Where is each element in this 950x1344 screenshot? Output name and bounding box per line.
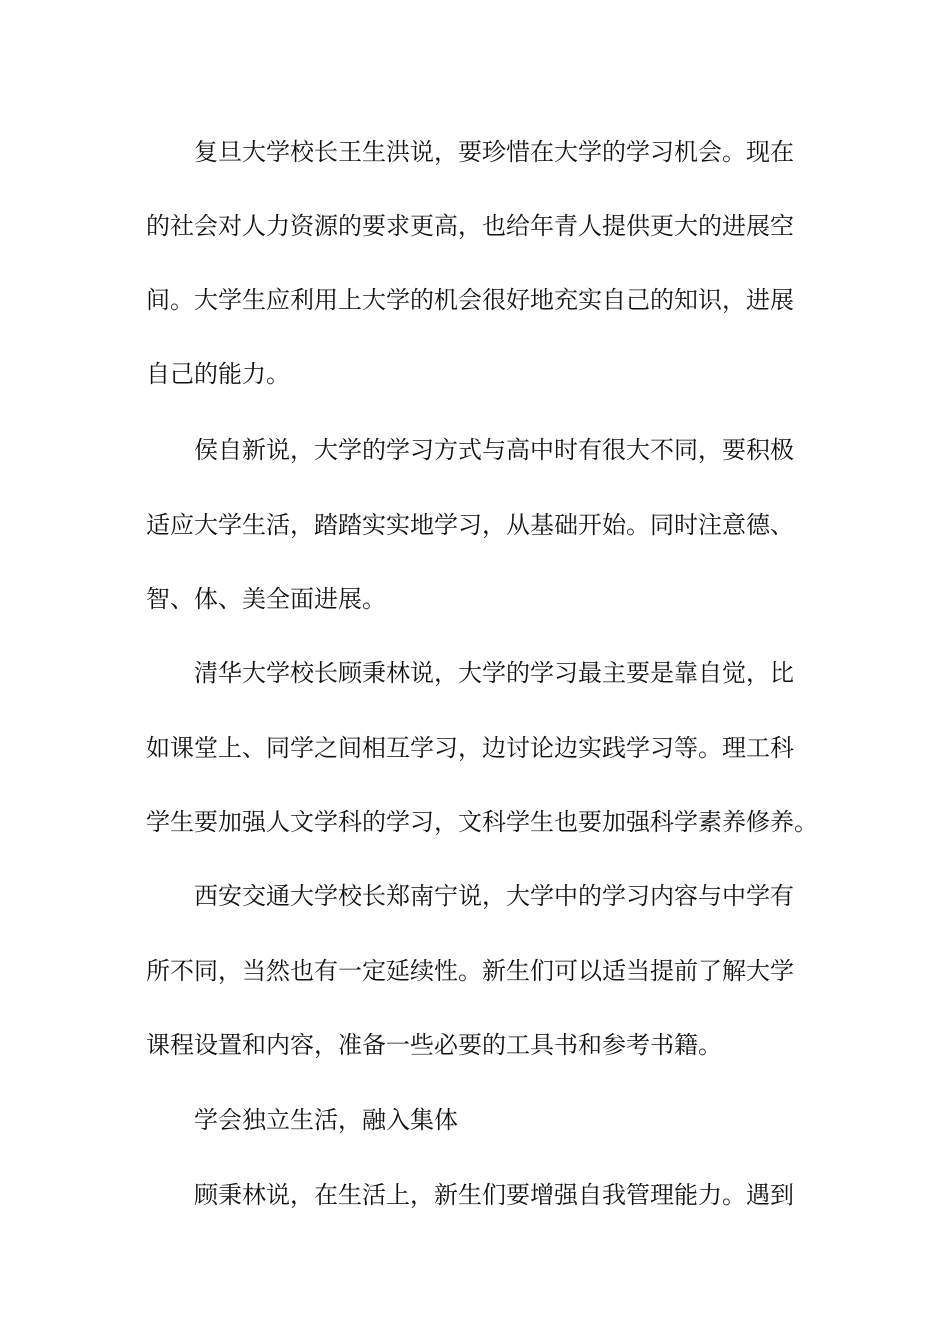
- paragraph-3-line-3: 学生要加强人文学科的学习，文科学生也要加强科学素养修养。: [146, 808, 818, 836]
- paragraph-2-line-3: 智、体、美全面进展。: [146, 585, 386, 613]
- paragraph-2-line-2: 适应大学生活，踏踏实实地学习，从基础开始。同时注意德、: [146, 511, 794, 539]
- paragraph-1-line-4: 自己的能力。: [146, 360, 290, 388]
- paragraph-1-line-2: 的社会对人力资源的要求更高，也给年青人提供更大的进展空: [146, 212, 794, 240]
- paragraph-1-line-3: 间。大学生应利用上大学的机会很好地充实自己的知识，进展: [146, 286, 794, 314]
- paragraph-4-line-2: 所不同，当然也有一定延续性。新生们可以适当提前了解大学: [146, 957, 794, 985]
- paragraph-4-line-3: 课程设置和内容，准备一些必要的工具书和参考书籍。: [146, 1031, 722, 1059]
- paragraph-1-line-1: 复旦大学校长王生洪说，要珍惜在大学的学习机会。现在: [194, 138, 794, 166]
- paragraph-3-line-1: 清华大学校长顾秉林说，大学的学习最主要是靠自觉，比: [194, 659, 794, 687]
- section-heading: 学会独立生活，融入集体: [194, 1106, 458, 1134]
- paragraph-2-line-1: 侯自新说，大学的学习方式与高中时有很大不同，要积极: [194, 436, 794, 464]
- paragraph-3-line-2: 如课堂上、同学之间相互学习，边讨论边实践学习等。理工科: [146, 734, 794, 762]
- paragraph-4-line-1: 西安交通大学校长郑南宁说，大学中的学习内容与中学有: [194, 882, 794, 910]
- paragraph-5-line-1: 顾秉林说，在生活上，新生们要增强自我管理能力。遇到: [194, 1181, 794, 1209]
